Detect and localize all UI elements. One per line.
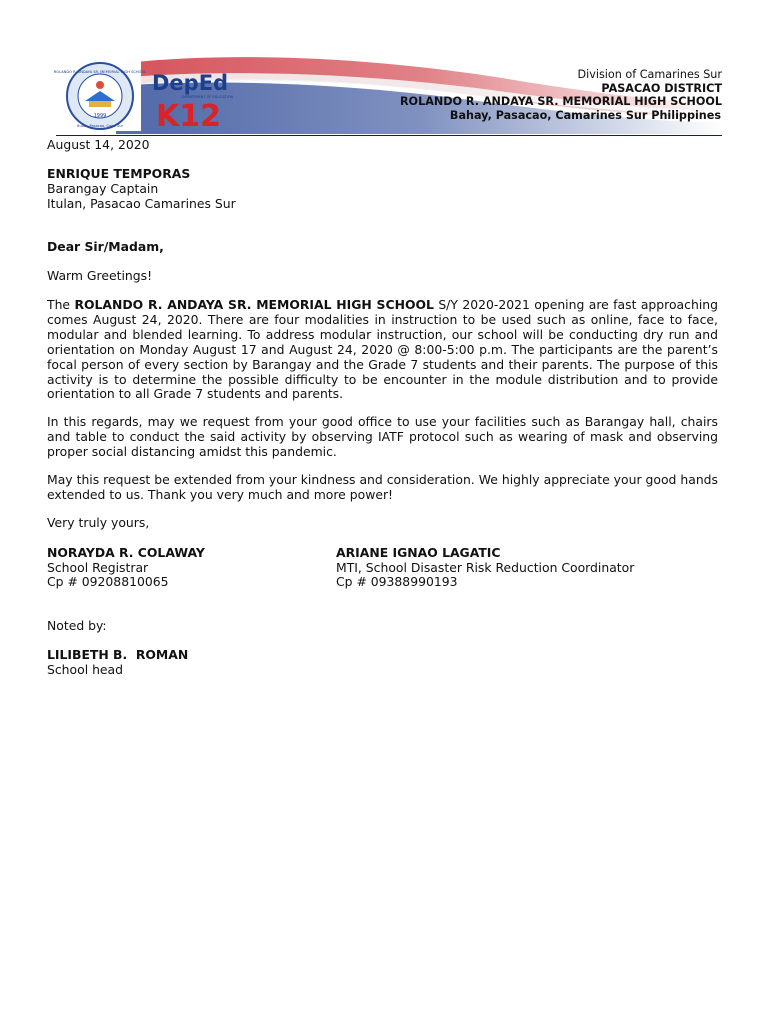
noted-by-label: Noted by:: [47, 618, 107, 633]
deped-k12-logo: [148, 66, 238, 134]
division-line: Division of Camarines Sur: [577, 68, 722, 81]
salutation: Dear Sir/Madam,: [47, 239, 164, 254]
recipient-address: Itulan, Pasacao Camarines Sur: [47, 196, 236, 211]
body-paragraph-1: [47, 298, 718, 402]
signatory-1-phone: Cp # 09208810065: [47, 574, 169, 589]
greeting: Warm Greetings!: [47, 268, 153, 283]
deped-small-text: DEPARTMENT OF EDUCATION: [182, 95, 234, 99]
school-head-name: LILIBETH B. ROMAN: [47, 647, 189, 662]
body-paragraph-2: In this regards, may we request from your good office to use your facilities such as Barangay hall, chairs and table to conduct the said activity by observing IATF protocol such as wearing of mask and observing proper social distancing amidst this pandemic.: [47, 414, 718, 459]
signatory-2-name: ARIANE IGNAO LAGATIC: [336, 545, 501, 560]
p1-rest: S/Y 2020-2021 opening are fast approaching comes August 24, 2020. There are four modalities in instruction to be used such as online, face to face, modular and blended learning. To address modular instruction, our school will be conducting dry run and orientation on Monday August 17 and August 24, 2020 @ 8:00-5:00 p.m. The participants are the parent’s focal person of every section by Barangay and the Grade 7 students and their parents. The purpose of this activity is to determine the possible difficulty to be encounter in the module distribution and to provide orientation to all Grade 7 students and parents.: [47, 297, 718, 402]
recipient-name-text: ENRIQUE TEMPORAS: [47, 166, 191, 181]
letterhead: [53, 56, 722, 136]
signatory-2-title: MTI, School Disaster Risk Reduction Coordinator: [336, 560, 635, 575]
signatory-1-title: School Registrar: [47, 560, 149, 575]
seal-bottom-text: Itulan, Pasacao, Cam. Sur: [77, 124, 123, 128]
header-divider: [56, 135, 722, 136]
district-line: PASACAO DISTRICT: [601, 81, 722, 95]
school-seal-logo: [53, 61, 147, 131]
recipient-title: Barangay Captain: [47, 181, 159, 196]
school-header-text: [400, 68, 722, 122]
recipient-name: [47, 167, 190, 182]
seal-year: 1999: [93, 113, 107, 119]
closing: Very truly yours,: [47, 515, 150, 530]
seal-text: ROLANDO R. ANDAYA SR. MEMORIAL HIGH SCHOOL: [53, 70, 147, 74]
p1-the: The: [47, 297, 71, 312]
school-line: ROLANDO R. ANDAYA SR. MEMORIAL HIGH SCHOOL: [399, 95, 722, 108]
address-line: Bahay, Pasacao, Camarines Sur Philippines: [449, 108, 721, 122]
letter-date: August 14, 2020: [47, 137, 150, 152]
school-head-title: School head: [47, 662, 124, 677]
k12-logo-text: K12: [156, 99, 221, 134]
body-paragraph-3: May this request be extended from your kindness and consideration. We highly appreciate your good hands extended to us. Thank you very much and more power!: [47, 472, 718, 502]
signatory-2-phone: Cp # 09388990193: [336, 574, 458, 589]
p1-school-name: ROLANDO R. ANDAYA SR. MEMORIAL HIGH SCHOOL: [74, 297, 434, 312]
deped-logo-text: DepEd: [152, 71, 229, 95]
signatory-1-name: NORAYDA R. COLAWAY: [47, 545, 205, 560]
